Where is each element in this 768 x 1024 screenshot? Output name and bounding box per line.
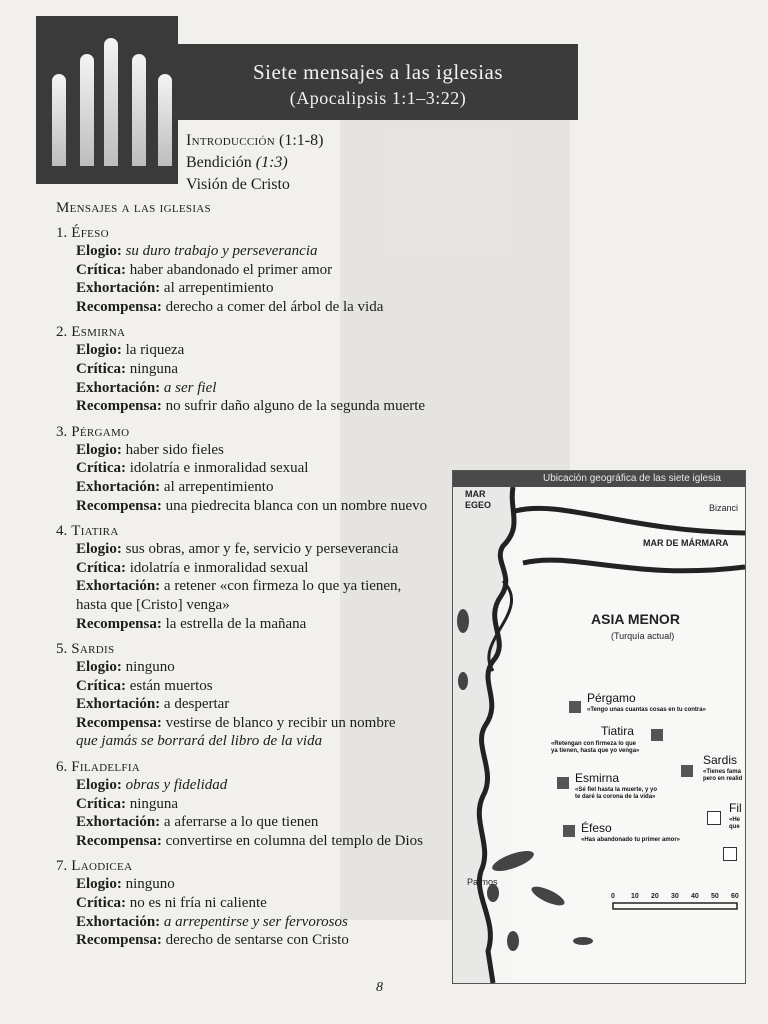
message-label: Elogio: xyxy=(76,777,122,794)
page-title: Siete mensajes a las iglesias xyxy=(252,60,504,84)
intro-item xyxy=(186,174,323,196)
message-line xyxy=(76,279,456,298)
scale-tick-label: 20 xyxy=(651,893,659,900)
church-title: Pérgamo xyxy=(71,423,130,440)
message-value: no es ni fría ni caliente xyxy=(129,895,267,912)
message-line xyxy=(76,298,456,317)
message-line xyxy=(76,615,456,634)
message-value: una piedrecita blanca con un nombre nuevo xyxy=(165,497,428,514)
sardis-marker-icon xyxy=(681,765,693,777)
message-line xyxy=(76,441,456,460)
message-label: Recompensa: xyxy=(76,615,162,632)
message-label: Recompensa: xyxy=(76,398,162,415)
intro-item xyxy=(186,130,323,152)
scale-tick-label: 40 xyxy=(691,893,699,900)
tiatira-note: ya tienen, hasta que yo venga» xyxy=(551,748,640,754)
tiatira-note: «Retengan con firmeza lo que xyxy=(551,741,637,747)
church-block xyxy=(56,858,456,949)
message-line xyxy=(76,242,456,261)
message-line xyxy=(76,813,456,832)
intro-ref: (1:1-8) xyxy=(278,132,324,149)
message-value: al arrepentimiento xyxy=(163,478,274,495)
church-number: 5. xyxy=(56,641,68,658)
message-value: a aferrarse a lo que tienen xyxy=(163,814,319,831)
church-title: Esmirna xyxy=(71,324,126,341)
message-value: derecho a comer del árbol de la vida xyxy=(165,298,384,315)
intro-item xyxy=(186,152,323,174)
filadelfia-name: Fil xyxy=(729,801,742,815)
church-number: 2. xyxy=(56,324,68,341)
esmirna-note: «Sé fiel hasta la muerte, y yo xyxy=(575,787,658,793)
intro-label: Introducción xyxy=(186,132,275,149)
church-number: 7. xyxy=(56,858,68,875)
message-value: a ser fiel xyxy=(163,379,217,396)
message-value: la estrella de la mañana xyxy=(165,615,307,632)
church-block xyxy=(56,324,456,415)
message-value: vestirse de blanco y recibir un nombre xyxy=(165,714,396,731)
message-value: obras y fidelidad xyxy=(125,777,228,794)
messages-section xyxy=(56,200,456,950)
church-name xyxy=(56,641,456,658)
message-label: Crítica: xyxy=(76,677,126,694)
message-value: convertirse en columna del templo de Dios xyxy=(165,832,424,849)
patmos-label: Patmos xyxy=(467,877,498,887)
region-label: ASIA MENOR xyxy=(591,611,680,627)
message-line xyxy=(76,379,456,398)
laodicea-marker-icon xyxy=(723,847,737,861)
map-caption: Ubicación geográfica de las siete iglesia xyxy=(453,471,745,487)
message-label: Exhortación: xyxy=(76,814,161,831)
title-banner xyxy=(178,44,578,120)
message-value: haber sido fieles xyxy=(125,441,224,458)
efeso-marker-icon xyxy=(563,825,575,837)
message-line xyxy=(76,459,456,478)
map-figure xyxy=(452,470,746,984)
message-value: están muertos xyxy=(129,677,213,694)
scale-tick-label: 0 xyxy=(611,893,615,900)
church-title: Laodicea xyxy=(71,858,133,875)
message-value: al arrepentimiento xyxy=(163,280,274,297)
aegean-sea-label: MAR xyxy=(465,489,486,499)
esmirna-note: te daré la corona de la vida» xyxy=(575,794,656,800)
church-title: Sardis xyxy=(71,641,115,658)
scale-tick-label: 50 xyxy=(711,893,719,900)
message-line xyxy=(76,658,456,677)
message-value: su duro trabajo y perseverancia xyxy=(125,243,318,259)
message-value: a retener «con firmeza lo que ya tienen, xyxy=(163,578,402,595)
message-line xyxy=(76,776,456,795)
message-label: Exhortación: xyxy=(76,478,161,495)
church-name xyxy=(56,424,456,441)
message-label: Crítica: xyxy=(76,261,126,278)
message-label: Crítica: xyxy=(76,559,126,576)
church-block xyxy=(56,759,456,850)
message-value: a arrepentirse y ser fervorosos xyxy=(163,913,348,930)
message-value: que jamás se borrará del libro de la vida xyxy=(76,733,323,750)
scale-tick-label: 60 xyxy=(731,893,739,900)
church-number: 3. xyxy=(56,423,68,440)
message-label: Recompensa: xyxy=(76,497,162,514)
message-value: haber abandonado el primer amor xyxy=(129,261,333,278)
church-title: Éfeso xyxy=(71,225,109,241)
message-label: Exhortación: xyxy=(76,280,161,297)
message-line xyxy=(76,360,456,379)
message-label: Exhortación: xyxy=(76,913,161,930)
message-value: no sufrir daño alguno de la segunda muerte xyxy=(165,398,426,415)
message-value: ninguna xyxy=(129,360,179,377)
church-number: 4. xyxy=(56,523,68,540)
pergamo-marker-icon xyxy=(569,701,581,713)
message-label: Elogio: xyxy=(76,876,122,893)
church-number: 6. xyxy=(56,759,68,776)
message-label: Crítica: xyxy=(76,360,126,377)
esmirna-marker-icon xyxy=(557,777,569,789)
message-value: derecho de sentarse con Cristo xyxy=(165,932,349,949)
filadelfia-note: que xyxy=(729,824,740,830)
message-line xyxy=(76,714,456,733)
filadelfia-marker-icon xyxy=(707,811,721,825)
scale-tick-label: 10 xyxy=(631,893,639,900)
church-name xyxy=(56,858,456,875)
church-number: 1. xyxy=(56,225,68,241)
church-name xyxy=(56,523,456,540)
church-title: Filadelfia xyxy=(71,759,141,776)
message-label: Elogio: xyxy=(76,541,122,558)
message-line xyxy=(76,559,456,578)
filadelfia-note: «He xyxy=(729,817,741,823)
message-value: idolatría e inmoralidad sexual xyxy=(129,460,309,477)
message-label: Recompensa: xyxy=(76,832,162,849)
message-label: Elogio: xyxy=(76,659,122,676)
sardis-note: pero en realid xyxy=(703,776,743,782)
message-value: sus obras, amor y fe, servicio y perseverancia xyxy=(125,541,399,558)
message-line xyxy=(76,931,456,950)
pergamo-note: «Tengo unas cuantas cosas en tu contra» xyxy=(587,707,706,713)
esmirna-name: Esmirna xyxy=(575,771,620,785)
church-name xyxy=(56,225,456,242)
message-label: Recompensa: xyxy=(76,932,162,949)
church-name xyxy=(56,324,456,341)
sardis-note: «Tienes fama xyxy=(703,769,741,775)
aegean-sea-label: EGEO xyxy=(465,500,492,510)
message-label: Recompensa: xyxy=(76,714,162,731)
message-label: Exhortación: xyxy=(76,578,161,595)
church-title: Tiatira xyxy=(71,523,119,540)
message-label: Crítica: xyxy=(76,795,126,812)
bizancio-label: Bizanci xyxy=(709,503,739,513)
intro-ref: (1:3) xyxy=(255,154,288,171)
intro-label: Bendición xyxy=(186,154,252,171)
message-label: Elogio: xyxy=(76,441,122,458)
church-name xyxy=(56,759,456,776)
message-value: hasta que [Cristo] venga» xyxy=(76,596,230,613)
message-label: Crítica: xyxy=(76,895,126,912)
message-line xyxy=(76,596,456,615)
message-line xyxy=(76,894,456,913)
church-window-illustration xyxy=(36,16,178,184)
region-note: (Turquía actual) xyxy=(611,631,675,641)
message-line xyxy=(76,577,456,596)
message-line xyxy=(76,832,456,851)
church-block xyxy=(56,225,456,316)
message-label: Elogio: xyxy=(76,342,122,359)
sardis-name: Sardis xyxy=(703,753,738,767)
message-line xyxy=(76,913,456,932)
message-value: idolatría e inmoralidad sexual xyxy=(129,559,309,576)
pergamo-name: Pérgamo xyxy=(587,691,636,705)
message-value: ninguno xyxy=(125,876,175,893)
message-label: Elogio: xyxy=(76,243,122,259)
church-block xyxy=(56,641,456,751)
efeso-note: «Has abandonado tu primer amor» xyxy=(581,837,681,843)
message-line xyxy=(76,695,456,714)
tiatira-marker-icon xyxy=(651,729,663,741)
page-subtitle: (Apocalipsis 1:1–3:22) xyxy=(289,88,467,108)
message-line xyxy=(76,497,456,516)
message-label: Recompensa: xyxy=(76,298,162,315)
message-label: Exhortación: xyxy=(76,696,161,713)
message-value: ninguno xyxy=(125,659,175,676)
message-value: ninguna xyxy=(129,795,179,812)
message-line xyxy=(76,875,456,894)
church-block xyxy=(56,424,456,515)
message-line xyxy=(76,478,456,497)
message-line xyxy=(76,677,456,696)
message-label: Exhortación: xyxy=(76,379,161,396)
message-value: a despertar xyxy=(163,696,230,713)
marmara-sea-label: MAR DE MÁRMARA xyxy=(643,538,729,548)
page-number: 8 xyxy=(376,980,383,995)
intro-label: Visión de Cristo xyxy=(186,176,290,193)
efeso-name: Éfeso xyxy=(581,821,612,835)
message-line xyxy=(76,732,456,751)
scale-tick-label: 30 xyxy=(671,893,679,900)
message-label: Crítica: xyxy=(76,460,126,477)
message-line xyxy=(76,540,456,559)
church-block xyxy=(56,523,456,633)
message-line xyxy=(76,341,456,360)
message-line xyxy=(76,261,456,280)
messages-heading: Mensajes a las iglesias xyxy=(56,200,211,216)
message-line xyxy=(76,397,456,416)
intro-section xyxy=(186,130,323,196)
tiatira-name: Tiatira xyxy=(601,724,634,738)
message-value: la riqueza xyxy=(125,342,185,359)
message-line xyxy=(76,795,456,814)
